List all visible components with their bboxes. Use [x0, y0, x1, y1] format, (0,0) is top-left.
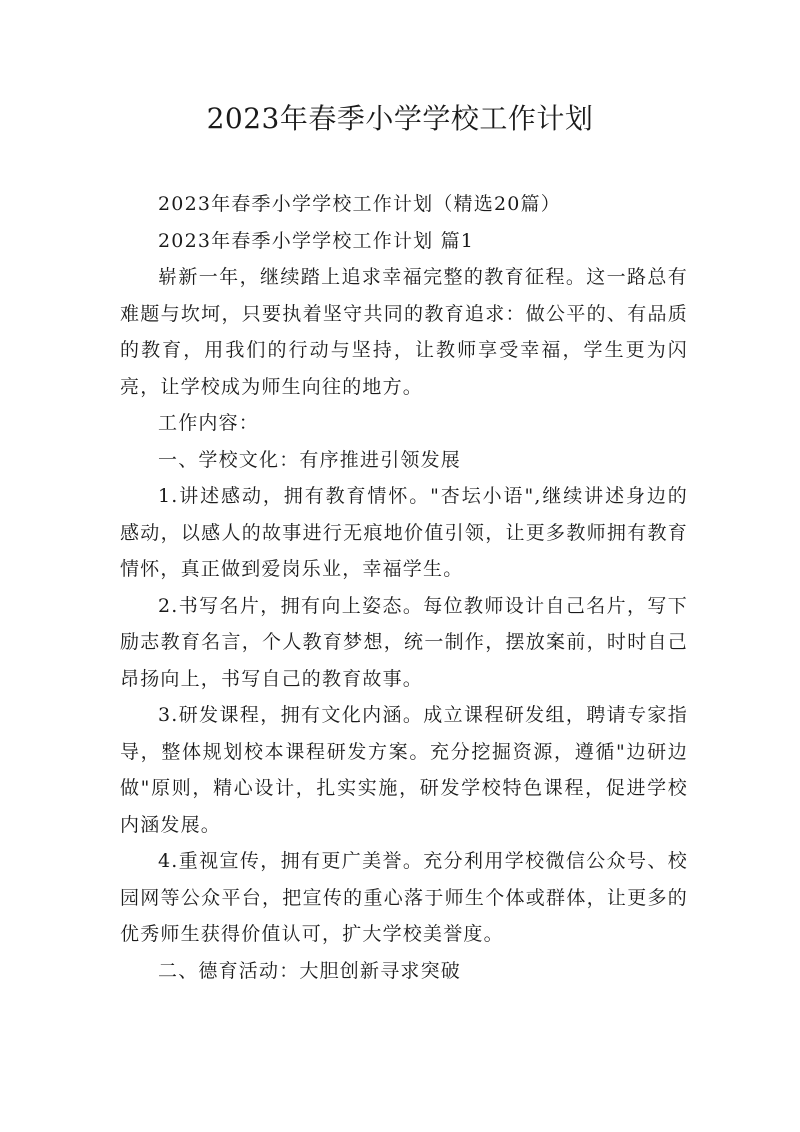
- document-title: 2023年春季小学学校工作计划: [206, 102, 594, 135]
- document-body: [120, 186, 688, 989]
- section-heading-moral-education: 二、德育活动：大胆创新寻求突破: [158, 959, 462, 982]
- section-heading-school-culture: 一、学校文化：有序推进引领发展: [158, 448, 462, 471]
- section-label-work-content: 工作内容：: [158, 412, 260, 434]
- item-paragraph-1: 1.讲述感动，拥有教育情怀。"杏坛小语",继续讲述身边的感动，以感人的故事进行无痕地价值引领，让更多教师拥有教育情怀，真正做到爱岗乐业，幸福学生。: [120, 485, 688, 580]
- item-paragraph-2: 2.书写名片，拥有向上姿态。每位教师设计自己名片，写下励志教育名言，个人教育梦想，统一制作，摆放案前，时时自己昂扬向上，书写自己的教育故事。: [120, 594, 688, 690]
- intro-paragraph: 崭新一年，继续踏上追求幸福完整的教育征程。这一路总有难题与坎坷，只要执着坚守共同的教育追求：做公平的、有品质的教育，用我们的行动与坚持，让教师享受幸福，学生更为闪亮，让学校成为师生向往的地方。: [120, 266, 688, 398]
- item-paragraph-4: 4.重视宣传，拥有更广美誉。充分利用学校微信公众号、校园网等公众平台，把宣传的重心落于师生个体或群体，让更多的优秀师生获得价值认可，扩大学校美誉度。: [120, 850, 688, 945]
- collection-heading: 2023年春季小学学校工作计划（精选20篇）: [158, 193, 561, 215]
- article-heading: 2023年春季小学学校工作计划 篇1: [158, 229, 475, 252]
- item-paragraph-3: 3.研发课程，拥有文化内涵。成立课程研发组，聘请专家指导，整体规划校本课程研发方案。充分挖掘资源，遵循"边研边做"原则，精心设计，扎实实施，研发学校特色课程，促进学校内涵发展。: [120, 704, 688, 836]
